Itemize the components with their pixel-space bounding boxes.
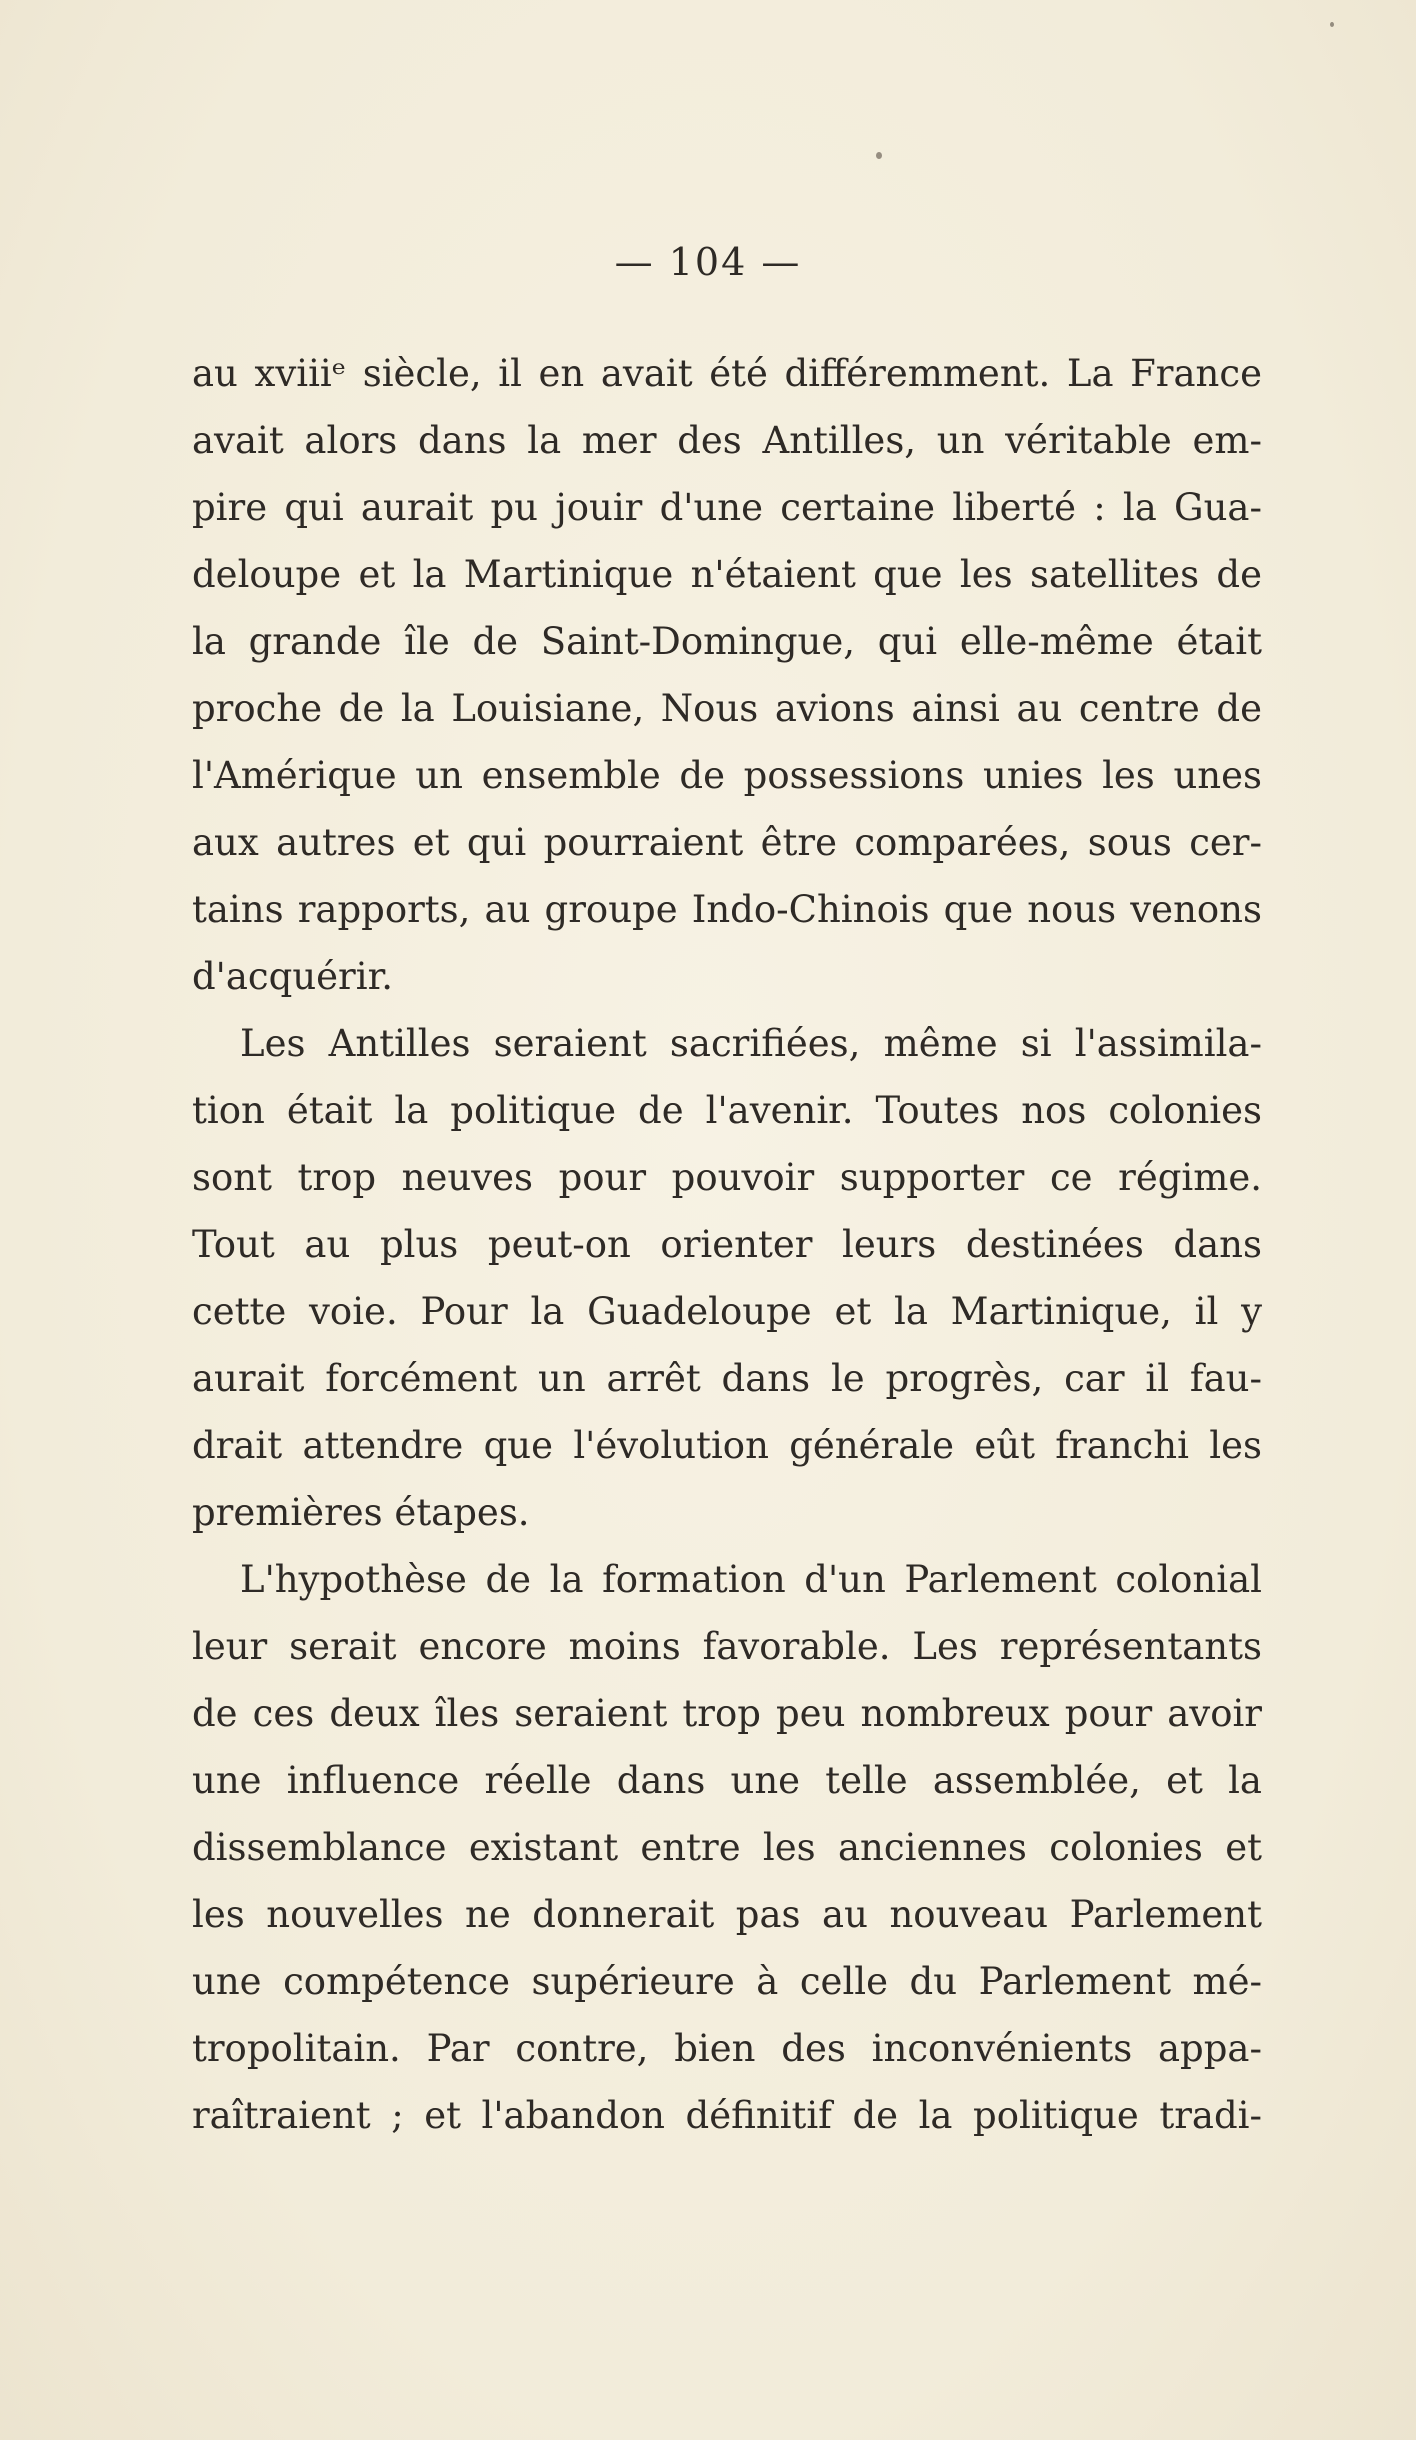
text-line: L'hypothèse de la formation d'un Parlement colonial [240, 1558, 1262, 1601]
text-line: une influence réelle dans une telle assemblée, et la [192, 1759, 1262, 1802]
text-line: aux autres et qui pourraient être comparées, sous cer- [192, 821, 1262, 864]
text-line: drait attendre que l'évolution générale eût franchi les [192, 1424, 1262, 1467]
text-line: tion était la politique de l'avenir. Toutes nos colonies [192, 1089, 1262, 1132]
page-number: — 104 — [614, 240, 802, 284]
paragraph-3 [192, 1546, 1262, 2149]
text-line: Tout au plus peut-on orienter leurs destinées dans [192, 1223, 1262, 1266]
text-line: dissemblance existant entre les anciennes colonies et [192, 1826, 1262, 1869]
text-line: deloupe et la Martinique n'étaient que les satellites de [192, 553, 1262, 596]
paragraph-2 [192, 1010, 1262, 1546]
text-line: de ces deux îles seraient trop peu nombreux pour avoir [192, 1692, 1262, 1735]
body-text [192, 340, 1262, 2149]
text-line: avait alors dans la mer des Antilles, un véritable em- [192, 419, 1262, 462]
text-line: l'Amérique un ensemble de possessions unies les unes [192, 754, 1262, 797]
text-line: aurait forcément un arrêt dans le progrès, car il fau- [192, 1357, 1262, 1400]
text-line: sont trop neuves pour pouvoir supporter ce régime. [192, 1156, 1262, 1199]
text-line: tains rapports, au groupe Indo-Chinois que nous venons [192, 888, 1262, 931]
text-line: raîtraient ; et l'abandon définitif de la politique tradi- [192, 2094, 1262, 2137]
text-line: une compétence supérieure à celle du Parlement mé- [192, 1960, 1262, 2003]
text-line: tropolitain. Par contre, bien des inconvénients appa- [192, 2027, 1262, 2070]
text-line: proche de la Louisiane, Nous avions ainsi au centre de [192, 687, 1262, 730]
text-line: pire qui aurait pu jouir d'une certaine liberté : la Gua- [192, 486, 1262, 529]
text-line: d'acquérir. [192, 955, 393, 998]
text-line: premières étapes. [192, 1491, 530, 1534]
ink-speck [876, 152, 882, 159]
paragraph-1 [192, 340, 1262, 1010]
text-line: au xviiiᵉ siècle, il en avait été différemment. La France [192, 352, 1262, 395]
text-line: leur serait encore moins favorable. Les représentants [192, 1625, 1262, 1668]
text-line: les nouvelles ne donnerait pas au nouveau Parlement [192, 1893, 1262, 1936]
text-line: la grande île de Saint-Domingue, qui elle-même était [192, 620, 1262, 663]
ink-speck [1330, 22, 1334, 27]
text-line: Les Antilles seraient sacrifiées, même si l'assimila- [240, 1022, 1262, 1065]
text-line: cette voie. Pour la Guadeloupe et la Martinique, il y [192, 1290, 1262, 1333]
